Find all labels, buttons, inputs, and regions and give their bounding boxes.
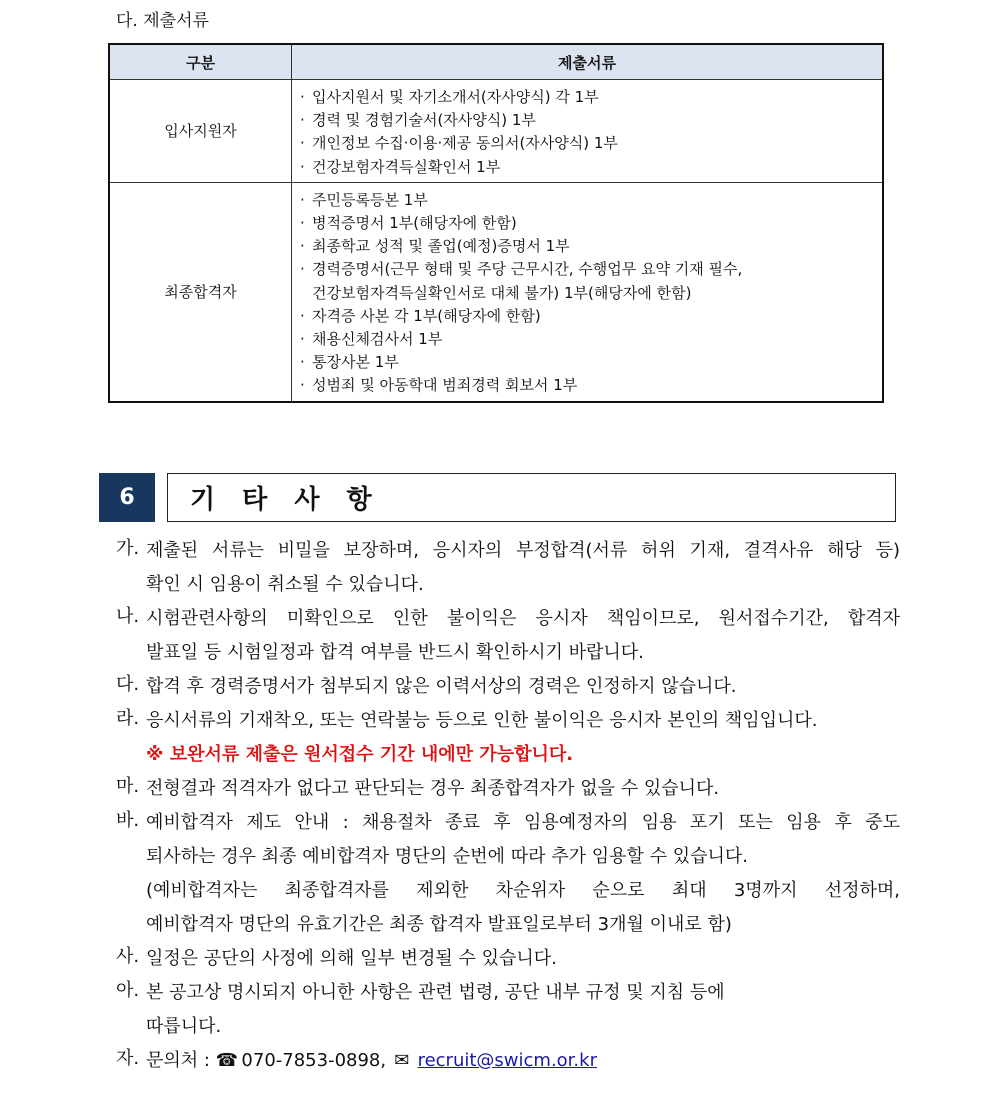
note-sa bbox=[116, 942, 900, 976]
bullet-icon: · bbox=[300, 157, 305, 176]
note-text: 전형결과 적격자가 없다고 판단되는 경우 최종합격자가 없을 수 있습니다. bbox=[146, 778, 720, 799]
bullet-icon: · bbox=[300, 214, 305, 233]
bullet-icon: · bbox=[300, 260, 305, 279]
bullet-icon: · bbox=[300, 330, 305, 349]
note-na bbox=[116, 602, 900, 670]
note-text: 예비합격자 제도 안내 : 채용절차 종료 후 임용예정자의 임용 포기 또는 임용 후 중도 bbox=[146, 812, 900, 833]
note-label: 바. bbox=[116, 810, 140, 831]
warning-note: ※ 보완서류 제출은 원서접수 기간 내에만 가능합니다. bbox=[146, 744, 574, 765]
header-documents: 제출서류 bbox=[292, 44, 884, 80]
note-label: 사. bbox=[116, 946, 140, 967]
bullet-icon: · bbox=[300, 376, 305, 395]
row-category: 최종합격자 bbox=[109, 182, 292, 401]
table-row bbox=[109, 80, 883, 183]
note-text: 일정은 공단의 사정에 의해 일부 변경될 수 있습니다. bbox=[146, 948, 557, 969]
note-label: 다. bbox=[116, 674, 140, 695]
row-items bbox=[292, 182, 884, 401]
note-text: 시험관련사항의 미확인으로 인한 불이익은 응시자 책임이므로, 원서접수기간, 합격자 bbox=[146, 608, 900, 629]
list-item: · 병적증명서 1부(해당자에 한함) bbox=[300, 212, 874, 235]
note-text: 합격 후 경력증명서가 첨부되지 않은 이력서상의 경력은 인정하지 않습니다. bbox=[146, 676, 737, 697]
list-item: · 경력증명서(근무 형태 및 주당 근무시간, 수행업무 요약 기재 필수, bbox=[300, 258, 874, 281]
table-row bbox=[109, 182, 883, 401]
mail-icon: ✉ bbox=[394, 1050, 410, 1071]
bullet-icon: · bbox=[300, 190, 305, 209]
note-text: 따릅니다. bbox=[146, 1016, 222, 1037]
note-text: 응시서류의 기재착오, 또는 연락불능 등으로 인한 불이익은 응시자 본인의 책임입니다. bbox=[146, 710, 818, 731]
contact-prefix: 문의처 : bbox=[146, 1050, 210, 1071]
note-ba bbox=[116, 806, 900, 942]
list-item: · 최종학교 성적 및 졸업(예정)증명서 1부 bbox=[300, 235, 874, 258]
note-text: (예비합격자는 최종합격자를 제외한 차순위자 순으로 최대 3명까지 선정하며, bbox=[146, 880, 900, 901]
note-ma bbox=[116, 772, 900, 806]
list-item: · 개인정보 수집·이용·제공 동의서(자사양식) 1부 bbox=[300, 132, 874, 155]
note-label: 마. bbox=[116, 776, 140, 797]
list-item-continuation: 건강보험자격득실확인서로 대체 불가) 1부(해당자에 한함) bbox=[312, 283, 692, 302]
table-header-row bbox=[109, 44, 883, 80]
list-item: · 자격증 사본 각 1부(해당자에 한함) bbox=[300, 305, 874, 328]
list-item: · 성범죄 및 아동학대 범죄경력 회보서 1부 bbox=[300, 374, 874, 397]
contact-line bbox=[146, 1044, 900, 1078]
note-da bbox=[116, 670, 900, 704]
list-item: · 입사지원서 및 자기소개서(자사양식) 각 1부 bbox=[300, 86, 874, 109]
bullet-icon: · bbox=[300, 88, 305, 106]
list-item: · 경력 및 경험기술서(자사양식) 1부 bbox=[300, 109, 874, 132]
note-aa bbox=[116, 976, 900, 1044]
note-text: 발표일 등 시험일정과 합격 여부를 반드시 확인하시기 바랍니다. bbox=[146, 642, 644, 663]
note-label: 아. bbox=[116, 980, 140, 1001]
list-item: · 주민등록등본 1부 bbox=[300, 189, 874, 212]
note-text: 본 공고상 명시되지 아니한 사항은 관련 법령, 공단 내부 규정 및 지침 등에 bbox=[146, 982, 725, 1003]
row-category: 입사지원자 bbox=[109, 80, 292, 183]
note-text: 확인 시 임용이 취소될 수 있습니다. bbox=[146, 574, 424, 595]
list-item: · 통장사본 1부 bbox=[300, 351, 874, 374]
note-ja bbox=[116, 1044, 900, 1078]
contact-phone: 070-7853-0898, bbox=[241, 1050, 387, 1071]
note-text: 퇴사하는 경우 최종 예비합격자 명단의 순번에 따라 추가 임용할 수 있습니다. bbox=[146, 846, 748, 867]
note-text: 제출된 서류는 비밀을 보장하며, 응시자의 부정합격(서류 허위 기재, 결격사유 해당 등) bbox=[146, 540, 900, 561]
phone-icon: ☎ bbox=[215, 1050, 239, 1071]
contact-email-link[interactable]: recruit@swicm.or.kr bbox=[417, 1050, 597, 1071]
bullet-icon: · bbox=[300, 134, 305, 153]
note-label: 자. bbox=[116, 1048, 140, 1069]
list-item: · 건강보험자격득실확인서 1부 bbox=[300, 156, 874, 179]
list-item: · 채용신체검사서 1부 bbox=[300, 328, 874, 351]
bullet-icon: · bbox=[300, 353, 305, 372]
note-label: 나. bbox=[116, 606, 140, 627]
note-label: 라. bbox=[116, 708, 140, 729]
note-label: 가. bbox=[116, 538, 140, 559]
bullet-icon: · bbox=[300, 111, 305, 130]
row-items bbox=[292, 80, 884, 183]
bullet-icon: · bbox=[300, 237, 305, 256]
section-number-badge: 6 bbox=[99, 473, 155, 522]
section-title-box bbox=[167, 473, 896, 522]
note-ra bbox=[116, 704, 900, 772]
header-category: 구분 bbox=[109, 44, 292, 80]
note-text: 예비합격자 명단의 유효기간은 최종 합격자 발표일로부터 3개월 이내로 함) bbox=[146, 914, 732, 935]
bullet-icon: · bbox=[300, 306, 305, 325]
notes-list bbox=[116, 534, 900, 1078]
section-title: 기 타 사 항 bbox=[190, 485, 381, 515]
note-ga bbox=[116, 534, 900, 602]
section-c-heading: 다. 제출서류 bbox=[116, 11, 209, 31]
documents-table bbox=[108, 43, 884, 403]
